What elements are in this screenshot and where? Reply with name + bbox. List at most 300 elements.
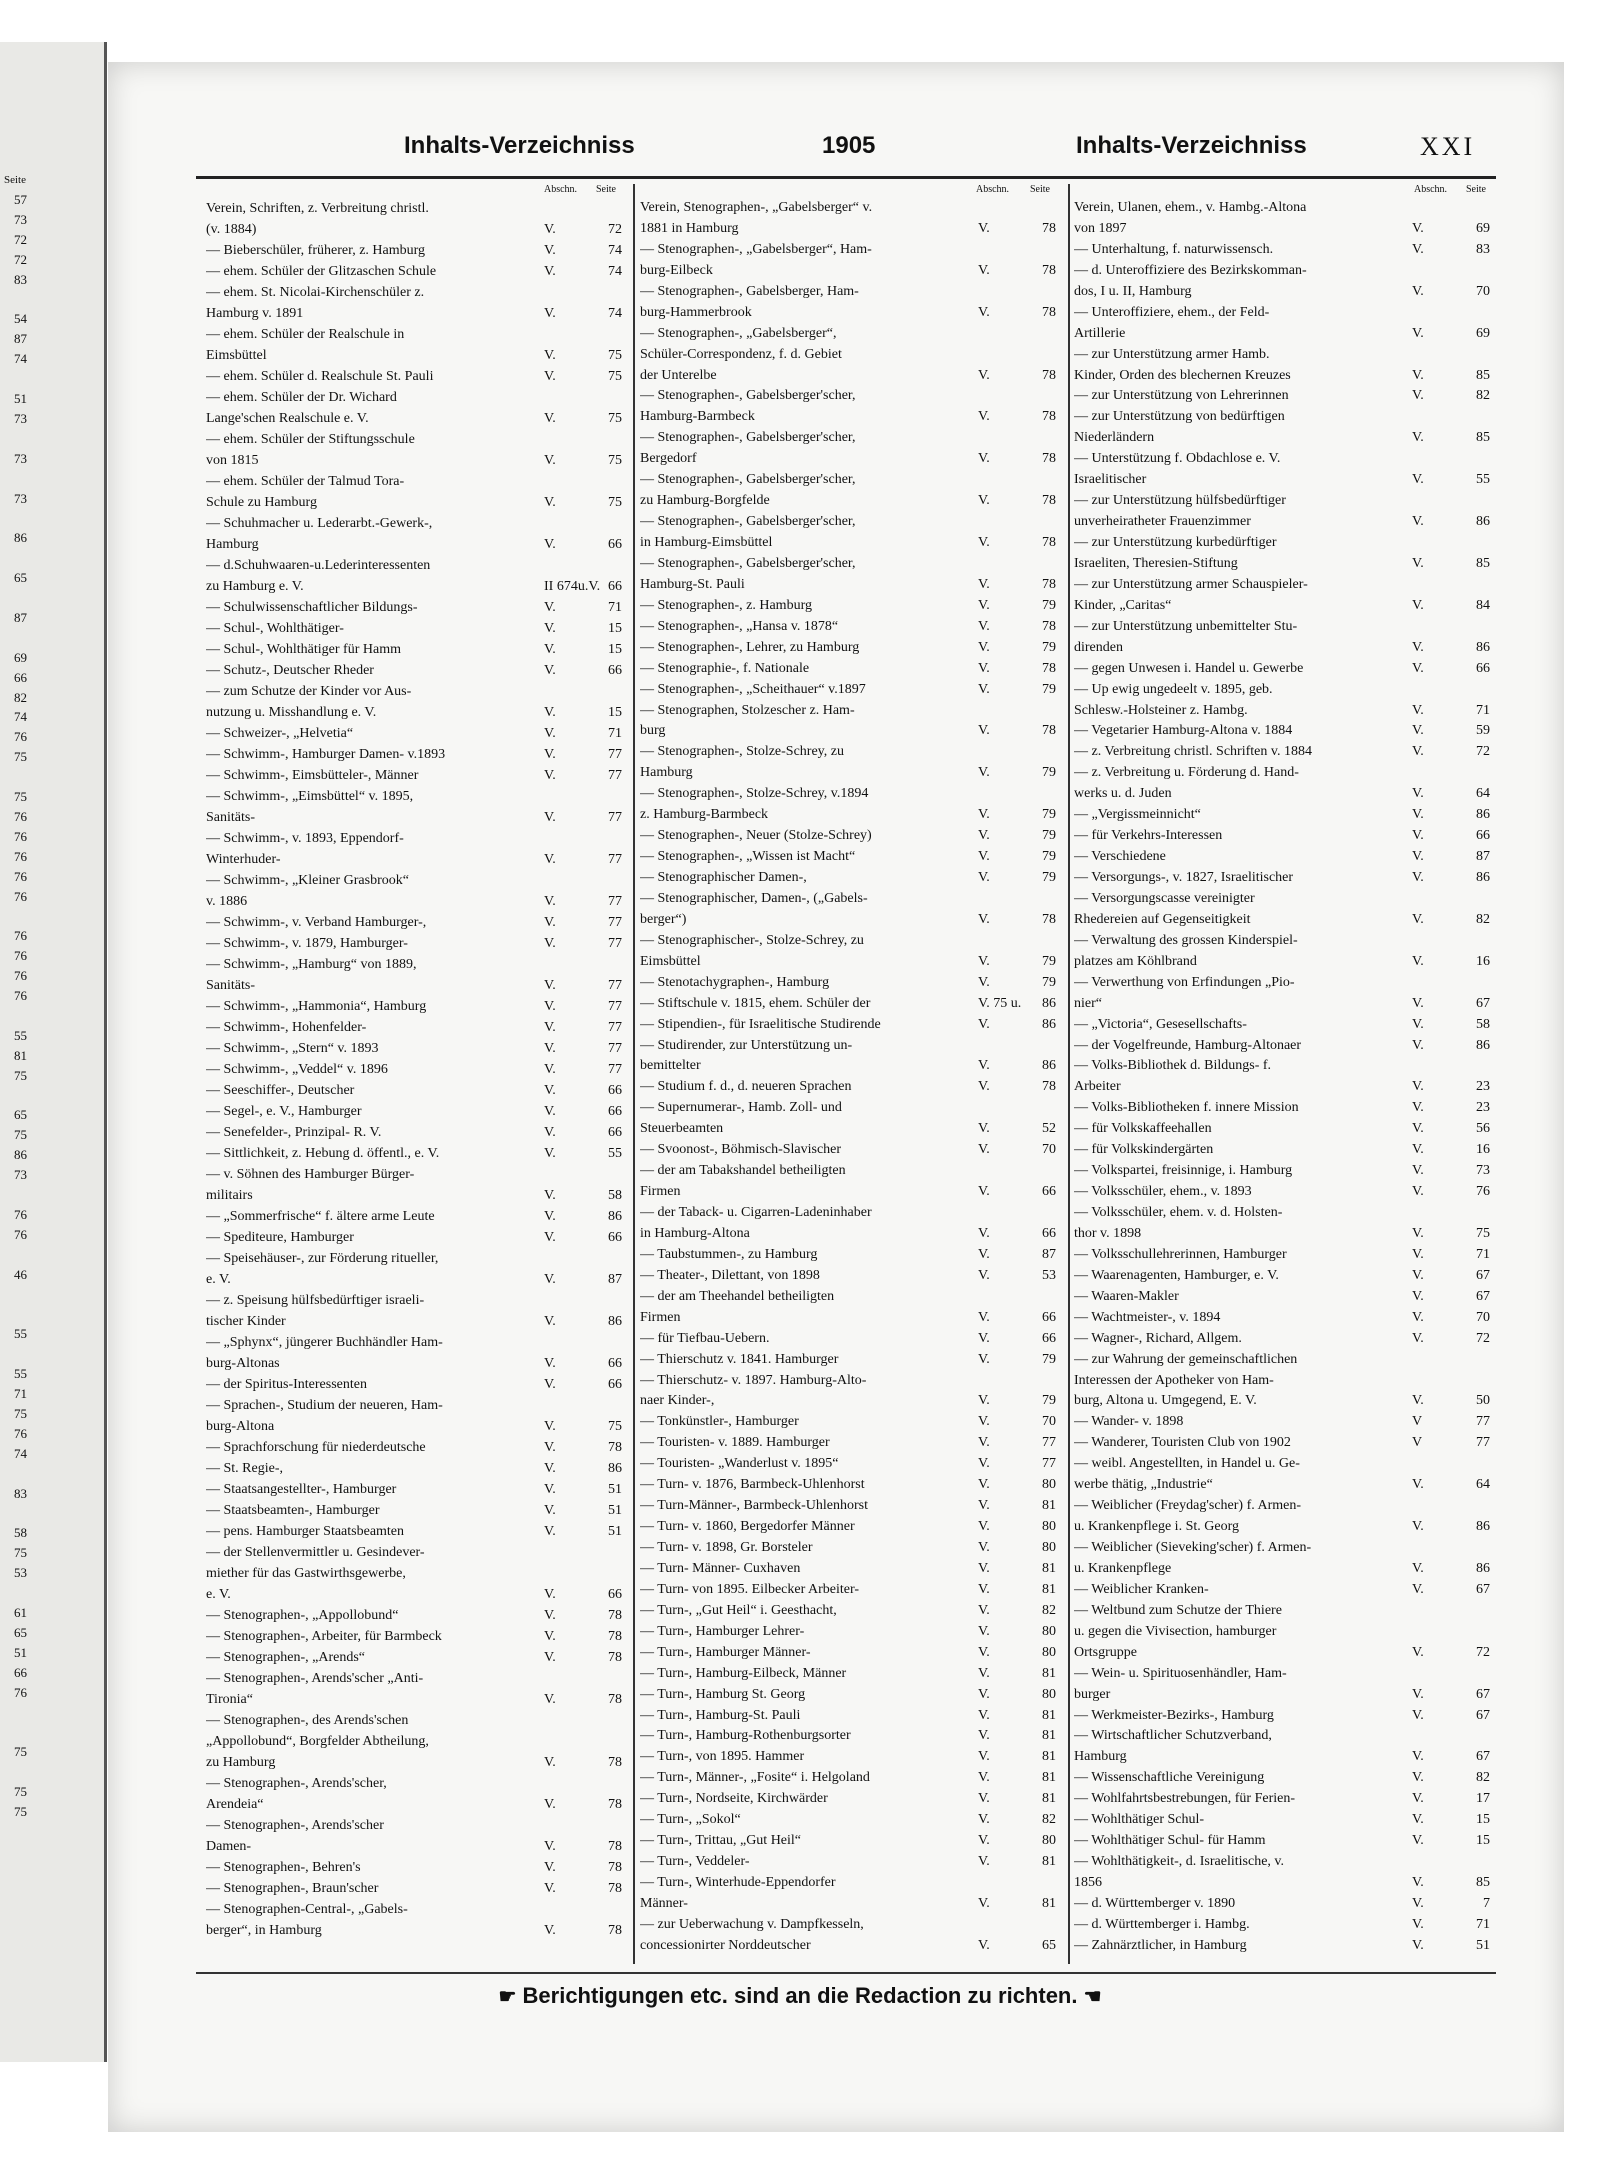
entry-text: — Weiblicher (Freydag'scher) f. Armen-	[1074, 1498, 1302, 1514]
entry-page: 66	[608, 1083, 622, 1098]
entry-text: — Speisehäuser-, zur Förderung ritueller,	[206, 1251, 439, 1266]
entry-page: 78	[608, 1629, 622, 1644]
entry-page: 77	[608, 978, 622, 993]
entry-section: V.	[544, 999, 556, 1014]
entry-section: V.	[1412, 1749, 1424, 1765]
entry-page: 82	[1476, 1770, 1490, 1786]
entry-text: berger“, in Hamburg	[206, 1923, 322, 1938]
entry-text: — Sprachforschung für niederdeutsche	[206, 1440, 426, 1455]
entry-text: — Taubstummen-, zu Hamburg	[640, 1246, 818, 1262]
facing-page-number: 76	[14, 1425, 27, 1441]
entry-text: — Turn- von 1895. Eilbecker Arbeiter-	[640, 1581, 860, 1597]
page-number: XXI	[1420, 132, 1476, 161]
header-year: 1905	[822, 132, 876, 159]
entry-page: 86	[1476, 1037, 1490, 1053]
entry-page: 80	[1042, 1540, 1056, 1555]
entry-text: — Turn-, von 1895. Hammer	[640, 1749, 805, 1765]
entry-text: „Appollobund“, Borgfelder Abtheilung,	[206, 1734, 429, 1749]
entry-section: V.	[978, 1540, 990, 1555]
entry-text: Schlesw.-Holsteiner z. Hambg.	[1074, 702, 1248, 718]
entry-section: V.	[1412, 870, 1424, 885]
entry-section: V.	[544, 1083, 556, 1098]
entry-section: V.	[1412, 1225, 1424, 1241]
entry-page: 75	[608, 495, 622, 510]
entry-section: V.	[978, 451, 990, 467]
entry-page: 75	[608, 411, 622, 426]
entry-text: — Turn-, Männer-, „Fosite“ i. Helgoland	[640, 1770, 870, 1786]
entry-page: 87	[1476, 849, 1490, 865]
entry-section: V.	[1412, 1581, 1424, 1597]
entry-text: — Up ewig ungedeelt v. 1895, geb.	[1074, 681, 1273, 697]
entry-section: V.	[544, 1419, 556, 1434]
entry-text: — „Vergissmeinnicht“	[1074, 807, 1201, 823]
entry-section: V.	[978, 1728, 990, 1744]
entry-text: — ehem. Schüler der Dr. Wichard	[206, 390, 397, 405]
entry-text: Winterhuder-	[206, 852, 281, 867]
entry-page: 78	[608, 1692, 622, 1707]
entry-text: — Stenographen-, Gabelsberger'scher,	[640, 555, 856, 571]
page-header	[0, 132, 1600, 172]
facing-page-number: 76	[14, 968, 27, 984]
entry-text: — Verwerthung von Erfindungen „Pio-	[1074, 974, 1295, 990]
entry-text: — Turn- Männer- Cuxhaven	[640, 1560, 801, 1576]
entry-text: — Touristen- v. 1889. Hamburger	[640, 1435, 830, 1451]
entry-page: 86	[1042, 1016, 1056, 1032]
entry-section: V.	[544, 1524, 556, 1539]
entry-section: V.	[544, 306, 556, 321]
entry-page: 56	[1476, 1121, 1490, 1137]
entry-page: 85	[1476, 367, 1490, 383]
entry-section: V.	[1412, 1875, 1424, 1890]
entry-text: — Wohlthätiger Schul-	[1074, 1812, 1205, 1828]
entry-page: 79	[1042, 849, 1056, 865]
entry-text: — Wein- u. Spirituosenhändler, Ham-	[1074, 1665, 1287, 1681]
entry-section: V.	[544, 1923, 556, 1938]
entry-text: — z. Speisung hülfsbedürftiger israeli-	[206, 1293, 425, 1308]
entry-text: — Stipendien-, für Israelitische Studirende	[640, 1016, 881, 1032]
entry-page: 65	[1042, 1937, 1056, 1953]
entry-text: burg	[640, 723, 666, 739]
entry-text: u. Krankenpflege	[1074, 1560, 1172, 1576]
facing-page-number: 87	[14, 331, 27, 347]
entry-text: — d. Unteroffiziere des Bezirkskomman-	[1074, 262, 1307, 278]
entry-text: — Wander- v. 1898	[1074, 1414, 1184, 1430]
entry-text: burg-Hammerbrook	[640, 304, 752, 320]
entry-text: nutzung u. Misshandlung e. V.	[206, 705, 377, 720]
entry-page: 81	[1042, 1770, 1056, 1786]
entry-page: 66	[608, 1104, 622, 1119]
entry-text: — Schuhmacher u. Lederarbt.-Gewerk-,	[206, 516, 433, 531]
entry-text: Firmen	[640, 1309, 681, 1325]
entry-text: — Senefelder-, Prinzipal- R. V.	[206, 1125, 382, 1140]
entry-section: V	[1412, 1414, 1423, 1430]
entry-page: 77	[608, 915, 622, 930]
entry-text: — Turn-, Hamburger Lehrer-	[640, 1623, 805, 1639]
entry-text: der Unterelbe	[640, 367, 717, 383]
facing-page-number: 75	[14, 1067, 27, 1083]
entry-page: 66	[1476, 828, 1490, 844]
entry-section: V.	[1412, 1184, 1424, 1200]
entry-section: V.	[1412, 786, 1424, 802]
entry-section: V.	[1412, 555, 1424, 571]
entry-section: V.	[978, 1498, 990, 1514]
entry-section: V.	[1412, 430, 1424, 446]
entry-text: concessionirter Norddeutscher	[640, 1937, 811, 1953]
header-right-title: Inhalts-Verzeichniss	[1076, 132, 1307, 159]
entry-text: werks u. d. Juden	[1074, 786, 1172, 802]
entry-section: V.	[1412, 1393, 1424, 1409]
entry-section: V.	[978, 1519, 990, 1535]
entry-text: — Studium f. d., d. neueren Sprachen	[640, 1079, 852, 1095]
entry-text: Interessen der Apotheker von Ham-	[1074, 1372, 1274, 1388]
entry-section: V.	[544, 1839, 556, 1854]
entry-page: 55	[608, 1146, 622, 1161]
entry-section: V.	[1412, 1037, 1424, 1053]
facing-page-number: 74	[14, 351, 27, 367]
entry-section: V.	[1412, 241, 1424, 257]
entry-section: V.	[1412, 723, 1424, 739]
entry-page: 85	[1476, 555, 1490, 571]
entry-text: in Hamburg-Altona	[640, 1225, 750, 1241]
entry-section: V.	[978, 1414, 990, 1430]
entry-text: — zum Schutze der Kinder vor Aus-	[206, 684, 412, 699]
entry-page: 79	[1042, 828, 1056, 844]
entry-section: V.	[978, 911, 990, 927]
entry-section: V.	[544, 1062, 556, 1077]
entry-page: 67	[1476, 1749, 1490, 1765]
entry-page: 72	[1476, 1644, 1490, 1660]
entry-text: Männer-	[640, 1895, 688, 1911]
entry-text: — Schwimm-, Hamburger Damen- v.1893	[206, 747, 446, 762]
entry-section: V.	[544, 621, 556, 636]
entry-page: 77	[608, 894, 622, 909]
entry-section: V.	[978, 660, 990, 676]
entry-text: — Turn- v. 1876, Barmbeck-Uhlenhorst	[640, 1477, 865, 1493]
entry-text: — Unterstützung f. Obdachlose e. V.	[1074, 451, 1281, 467]
entry-section: V.	[978, 1937, 990, 1953]
entry-text: — ehem. Schüler der Glitzaschen Schule	[206, 264, 437, 279]
column-3-header-seite: Seite	[1466, 184, 1486, 195]
entry-section: V.	[978, 974, 990, 990]
entry-page: 69	[1476, 325, 1490, 341]
facing-page-seite-label: Seite	[4, 174, 26, 186]
entry-page: 79	[1042, 953, 1056, 969]
entry-text: — Unterhaltung, f. naturwissensch.	[1074, 241, 1274, 257]
facing-page-number: 81	[14, 1047, 27, 1063]
entry-section: V.	[544, 1629, 556, 1644]
entry-text: Lange'schen Realschule e. V.	[206, 411, 369, 426]
facing-page-number: 66	[14, 669, 27, 685]
entry-text: — Schutz-, Deutscher Rheder	[206, 663, 374, 678]
entry-text: — Svoonost-, Böhmisch-Slavischer	[640, 1142, 842, 1158]
entry-section: V.	[1412, 1288, 1424, 1304]
entry-text: — Segel-, e. V., Hamburger	[206, 1104, 362, 1119]
entry-text: — zur Unterstützung von Lehrerinnen	[1074, 388, 1289, 404]
entry-page: 79	[1042, 765, 1056, 781]
entry-text: — z. Verbreitung christl. Schriften v. 1884	[1074, 744, 1312, 760]
entry-text: miether für das Gastwirthsgewerbe,	[206, 1566, 406, 1581]
entry-page: 85	[1476, 430, 1490, 446]
entry-section: V.	[1412, 660, 1424, 676]
entry-section: V.	[544, 1356, 556, 1371]
entry-section: V.	[1412, 1079, 1424, 1095]
entry-section: V.	[1412, 1686, 1424, 1702]
entry-text: Kinder, Orden des blechernen Kreuzes	[1074, 367, 1291, 383]
entry-text: naer Kinder-,	[640, 1393, 715, 1409]
entry-text: Hamburg-St. Pauli	[640, 576, 745, 592]
column-2-header-abschn: Abschn.	[976, 184, 1010, 195]
entry-section: V.	[544, 243, 556, 258]
entry-text: — „Sphynx“, jüngerer Buchhändler Ham-	[206, 1335, 443, 1350]
entry-page: 78	[608, 1608, 622, 1623]
entry-text: berger“)	[640, 911, 687, 927]
entry-section: V.	[544, 1230, 556, 1245]
entry-text: — ehem. Schüler der Realschule in	[206, 327, 405, 342]
entry-section: V.	[1412, 325, 1424, 341]
entry-text: — Stenographen-, Gabelsberger'scher,	[640, 514, 856, 530]
entry-text: — pens. Hamburger Staatsbeamten	[206, 1524, 405, 1539]
entry-text: — Stenotachygraphen-, Hamburg	[640, 974, 830, 990]
entry-page: 16	[1476, 953, 1490, 969]
entry-section: V.	[1412, 1246, 1424, 1262]
entry-page: 78	[1042, 911, 1056, 927]
entry-text: in Hamburg-Eimsbüttel	[640, 535, 773, 550]
entry-section: V.	[544, 537, 556, 552]
entry-text: — Turn-, Trittau, „Gut Heil“	[640, 1833, 802, 1849]
entry-page: 71	[1476, 1916, 1490, 1932]
entry-text: Hamburg	[1074, 1749, 1127, 1765]
entry-page: 51	[608, 1482, 622, 1497]
entry-text: Eimsbüttel	[206, 348, 267, 363]
entry-text: — Wissenschaftliche Vereinigung	[1074, 1770, 1265, 1786]
facing-page-number: 83	[14, 1485, 27, 1501]
entry-section: V.	[978, 723, 990, 739]
entry-page: 73	[1476, 1163, 1490, 1179]
entry-text: — Wohlthätigkeit-, d. Israelitische, v.	[1074, 1854, 1284, 1870]
entry-section: V.	[978, 1393, 990, 1409]
entry-text: direnden	[1074, 639, 1123, 655]
entry-page: 51	[608, 1503, 622, 1518]
facing-page-number: 55	[14, 1326, 27, 1342]
column-1-header-seite: Seite	[596, 184, 616, 195]
entry-text: — Schulwissenschaftlicher Bildungs-	[206, 600, 418, 615]
facing-page-number: 75	[14, 1803, 27, 1819]
entry-section: V.	[544, 1608, 556, 1623]
entry-section: V.	[1412, 1016, 1424, 1032]
entry-section: V.	[1412, 1812, 1424, 1828]
entry-section: V.	[544, 1587, 556, 1602]
entry-section: V.	[978, 953, 990, 969]
entry-page: 80	[1042, 1644, 1056, 1660]
entry-section: V.	[544, 1041, 556, 1056]
entry-page: 79	[1042, 639, 1056, 655]
entry-text: — Stenographen-, Gabelsberger'scher,	[640, 388, 856, 404]
entry-section: V.	[978, 1665, 990, 1681]
entry-page: 70	[1042, 1142, 1056, 1158]
entry-page: 78	[608, 1839, 622, 1854]
facing-page-number: 76	[14, 848, 27, 864]
entry-text: — Thierschutz v. 1841. Hamburger	[640, 1351, 839, 1367]
entry-text: — Zahnärztlicher, in Hamburg	[1074, 1937, 1247, 1953]
entry-section: V.	[544, 1440, 556, 1455]
entry-page: 77	[1476, 1435, 1490, 1451]
entry-text: — Stenographischer-, Stolze-Schrey, zu	[640, 932, 864, 948]
facing-page-number: 53	[14, 1565, 27, 1581]
entry-text: — Staatsangestellter-, Hamburger	[206, 1482, 397, 1497]
entry-section: V.	[544, 726, 556, 741]
entry-text: Steuerbeamten	[640, 1121, 724, 1137]
entry-text: — Unteroffiziere, ehem., der Feld-	[1074, 304, 1270, 320]
entry-text: — zur Unterstützung armer Schauspieler-	[1074, 576, 1308, 592]
entry-text: — Waarenagenten, Hamburger, e. V.	[1074, 1267, 1279, 1283]
entry-section: V.	[544, 1146, 556, 1161]
entry-section: V.	[544, 264, 556, 279]
entry-section: V.	[544, 978, 556, 993]
entry-text: — Turn-, Hamburg-Rothenburgsorter	[640, 1728, 851, 1744]
entry-page: 74	[608, 243, 622, 258]
entry-text: — Stenographischer, Damen-, („Gabels-	[640, 890, 868, 906]
entry-text: Hamburg	[206, 537, 259, 552]
facing-page-number: 82	[14, 689, 27, 705]
column-divider-1	[633, 184, 635, 1964]
entry-section: V.	[978, 1560, 990, 1576]
entry-page: 66	[1476, 660, 1490, 676]
entry-section: V.	[544, 348, 556, 363]
entry-page: 66	[608, 579, 622, 594]
facing-page-number: 76	[14, 828, 27, 844]
entry-section: V.	[1412, 1163, 1424, 1179]
entry-page: 7	[1483, 1895, 1490, 1911]
entry-page: 77	[608, 1020, 622, 1035]
facing-page-number: 72	[14, 231, 27, 247]
entry-text: — zur Unterstützung kurbedürftiger	[1074, 535, 1277, 550]
facing-page-number: 86	[14, 530, 27, 546]
entry-section: V.	[544, 1104, 556, 1119]
facing-page-number: 73	[14, 450, 27, 466]
entry-page: 78	[1042, 723, 1056, 739]
entry-text: — zur Ueberwachung v. Dampfkesseln,	[640, 1916, 864, 1932]
entry-text: z. Hamburg-Barmbeck	[640, 807, 769, 823]
entry-text: — Stenographen-, Stolze-Schrey, zu	[640, 744, 844, 760]
entry-text: — Stenographen-, „Gabelsberger“,	[640, 325, 837, 341]
facing-page-number: 75	[14, 1784, 27, 1799]
entry-text: — Stenographen-, Arends'scher	[206, 1818, 384, 1833]
entry-text: (v. 1884)	[206, 222, 257, 237]
facing-page-number: 72	[14, 251, 27, 267]
entry-page: 75	[608, 453, 622, 468]
entry-page: 74	[608, 306, 622, 321]
entry-text: — Stenographen-, „Gabelsberger“, Ham-	[640, 241, 872, 257]
facing-page-number: 76	[14, 948, 27, 964]
entry-text: burg, Altona u. Umgegend, E. V.	[1074, 1393, 1257, 1409]
entry-page: 77	[608, 768, 622, 783]
entry-text: v. 1886	[206, 894, 248, 909]
entry-text: — der am Theehandel betheiligten	[640, 1288, 835, 1304]
entry-page: 78	[608, 1881, 622, 1896]
entry-page: 15	[608, 642, 622, 657]
entry-page: 81	[1042, 1498, 1056, 1514]
entry-page: 51	[1476, 1937, 1490, 1953]
entry-page: 86	[1476, 1560, 1490, 1576]
entry-text: — Wohlfahrtsbestrebungen, für Ferien-	[1074, 1791, 1295, 1807]
entry-text: burg-Altona	[206, 1419, 275, 1434]
entry-text: Tironia“	[206, 1692, 253, 1707]
entry-text: — zur Wahrung der gemeinschaftlichen	[1074, 1351, 1298, 1367]
entry-text: Sanitäts-	[206, 810, 255, 825]
entry-section: V.	[1412, 1916, 1424, 1932]
entry-text: — Turn- v. 1898, Gr. Borsteler	[640, 1540, 813, 1555]
entry-section: V.	[544, 936, 556, 951]
entry-text: — Schwimm-, „Stern“ v. 1893	[206, 1041, 379, 1056]
entry-section: V.	[544, 369, 556, 384]
entry-text: — d.Schuhwaaren-u.Lederinteressenten	[206, 558, 431, 573]
entry-text: u. Krankenpflege i. St. Georg	[1074, 1519, 1239, 1535]
entry-page: 66	[608, 663, 622, 678]
facing-page-number: 83	[14, 271, 27, 287]
entry-section: V.	[1412, 1121, 1424, 1137]
entry-section: V.	[544, 1461, 556, 1476]
facing-page-number: 75	[14, 1127, 27, 1143]
entry-page: 86	[608, 1209, 622, 1224]
facing-page-number: 55	[14, 1027, 27, 1043]
entry-text: — Waaren-Makler	[1074, 1288, 1179, 1304]
entry-text: — Schwimm-, „Veddel“ v. 1896	[206, 1062, 388, 1077]
entry-section: V.	[544, 495, 556, 510]
entry-page: 78	[1042, 493, 1056, 509]
entry-section: V.	[544, 810, 556, 825]
entry-page: 66	[1042, 1309, 1056, 1325]
entry-section: V.	[978, 1749, 990, 1765]
entry-section: II 674u.V.	[544, 579, 601, 594]
facing-page-number: 76	[14, 1684, 27, 1700]
entry-page: 82	[1042, 1602, 1056, 1618]
entry-text: — Schwimm-, v. Verband Hamburger-,	[206, 915, 427, 930]
entry-text: — Turn-, „Gut Heil“ i. Geesthacht,	[640, 1602, 837, 1618]
entry-section: V.	[978, 1246, 990, 1262]
entry-section: V.	[1412, 367, 1424, 383]
entry-section: V.	[978, 1581, 990, 1597]
entry-section: V.	[978, 870, 990, 885]
entry-page: 81	[1042, 1854, 1056, 1870]
entry-text: — Schwimm-, „Kleiner Grasbrook“	[206, 873, 409, 888]
entry-text: — für Volkskindergärten	[1074, 1142, 1214, 1158]
entry-page: 72	[608, 222, 622, 237]
entry-section: V.	[978, 1895, 990, 1911]
entry-section: V.	[544, 894, 556, 909]
entry-text: — Volksschullehrerinnen, Hamburger	[1074, 1246, 1287, 1262]
entry-section: V.	[544, 222, 556, 237]
entry-text: — „Sommerfrische“ f. ältere arme Leute	[206, 1209, 435, 1224]
entry-text: — Schul-, Wohlthätiger-	[206, 621, 344, 636]
entry-section: V.	[544, 1188, 556, 1203]
footer-rule	[196, 1972, 1496, 1974]
entry-text: e. V.	[206, 1272, 231, 1287]
entry-section: V.	[1412, 1330, 1424, 1346]
facing-page-number: 51	[14, 1644, 27, 1660]
entry-page: 67	[1476, 1581, 1490, 1597]
entry-text: — Volks-Bibliothek d. Bildungs- f.	[1074, 1058, 1272, 1074]
entry-page: 77	[608, 1041, 622, 1056]
entry-text: Ortsgruppe	[1074, 1644, 1137, 1660]
entry-text: — Wachtmeister-, v. 1894	[1074, 1309, 1221, 1325]
entry-text: — Schwimm-, „Hamburg“ von 1889,	[206, 957, 417, 972]
facing-page-number: 76	[14, 868, 27, 884]
entry-text: — Schwimm-, „Eimsbüttel“ v. 1895,	[206, 789, 414, 804]
entry-page: 71	[608, 726, 622, 741]
column-3-header-abschn: Abschn.	[1414, 184, 1448, 195]
entry-page: 72	[1476, 1330, 1490, 1346]
entry-section: V.	[1412, 1833, 1424, 1849]
